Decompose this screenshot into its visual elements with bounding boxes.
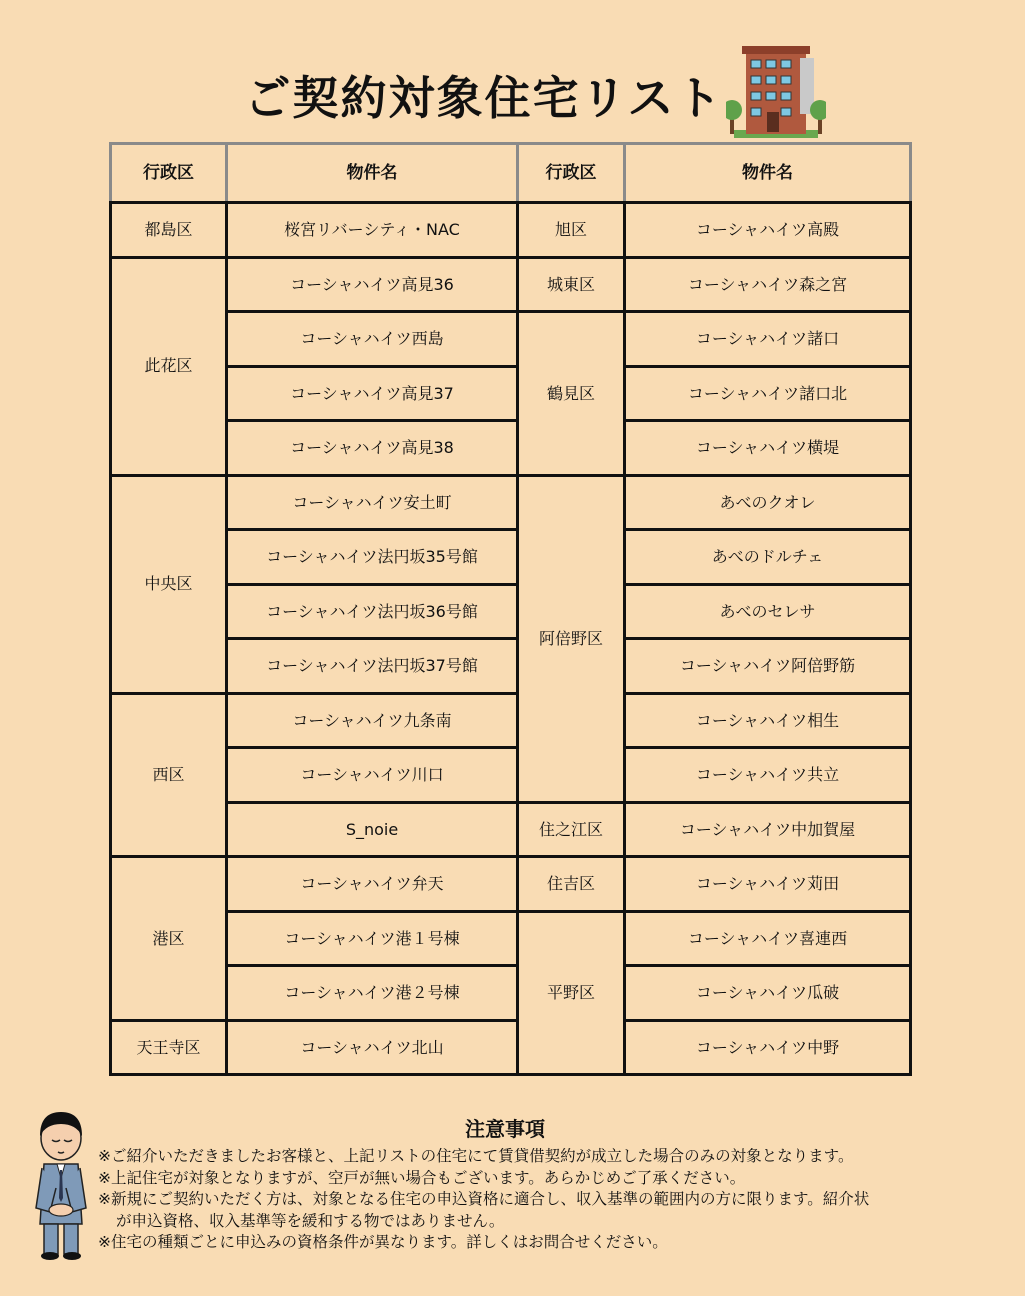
ward-cell: 天王寺区	[111, 1020, 227, 1075]
property-cell: コーシャハイツ北山	[227, 1020, 518, 1075]
ward-cell: 都島区	[111, 203, 227, 258]
property-cell: コーシャハイツ喜連西	[625, 911, 911, 966]
property-cell: コーシャハイツ阿倍野筋	[625, 639, 911, 694]
table-row	[111, 530, 911, 585]
table-row	[111, 584, 911, 639]
property-cell: コーシャハイツ横堤	[625, 421, 911, 476]
property-cell: コーシャハイツ九条南	[227, 693, 518, 748]
ward-cell: 港区	[111, 857, 227, 1021]
table-row	[111, 475, 911, 530]
table-row	[111, 693, 911, 748]
table-row	[111, 911, 911, 966]
ward-cell: 平野区	[518, 911, 625, 1075]
property-cell: S_noie	[227, 802, 518, 857]
property-cell: コーシャハイツ安土町	[227, 475, 518, 530]
property-cell: コーシャハイツ法円坂37号館	[227, 639, 518, 694]
ward-cell: 鶴見区	[518, 312, 625, 476]
property-cell: コーシャハイツ川口	[227, 748, 518, 803]
property-cell: コーシャハイツ西島	[227, 312, 518, 367]
property-cell: コーシャハイツ諸口	[625, 312, 911, 367]
property-cell: コーシャハイツ高見37	[227, 366, 518, 421]
table-row	[111, 366, 911, 421]
table-row	[111, 203, 911, 258]
ward-cell: 中央区	[111, 475, 227, 693]
property-cell: コーシャハイツ中加賀屋	[625, 802, 911, 857]
table-header-row	[111, 144, 911, 203]
note-line: が申込資格、収入基準等を緩和する物ではありません。	[116, 1211, 505, 1230]
header-ward: 行政区	[518, 144, 625, 203]
table-row	[111, 1020, 911, 1075]
property-cell: あべのドルチェ	[625, 530, 911, 585]
note-line: ※住宅の種類ごとに申込みの資格条件が異なります。詳しくはお問合せください。	[98, 1233, 668, 1251]
note-line: ※新規にご契約いただく方は、対象となる住宅の申込資格に適合し、収入基準の範囲内の方に限ります。紹介状	[98, 1190, 870, 1208]
property-cell: コーシャハイツ法円坂35号館	[227, 530, 518, 585]
property-cell: コーシャハイツ森之宮	[625, 257, 911, 312]
property-cell: コーシャハイツ港１号棟	[227, 911, 518, 966]
notes-list	[98, 1146, 998, 1254]
table-row	[111, 966, 911, 1021]
property-list-table	[109, 142, 912, 1076]
property-cell: コーシャハイツ共立	[625, 748, 911, 803]
ward-cell: 此花区	[111, 257, 227, 475]
table-row	[111, 312, 911, 367]
header-property: 物件名	[625, 144, 911, 203]
property-cell: コーシャハイツ相生	[625, 693, 911, 748]
property-cell: コーシャハイツ港２号棟	[227, 966, 518, 1021]
property-cell: コーシャハイツ瓜破	[625, 966, 911, 1021]
page-title: ご契約対象住宅リスト	[244, 71, 724, 125]
apartment-building-icon	[726, 44, 826, 140]
table-row	[111, 857, 911, 912]
property-cell: コーシャハイツ中野	[625, 1020, 911, 1075]
property-cell: コーシャハイツ高見36	[227, 257, 518, 312]
header-ward: 行政区	[111, 144, 227, 203]
property-cell: コーシャハイツ高殿	[625, 203, 911, 258]
property-cell: あべのクオレ	[625, 475, 911, 530]
notes-title: 注意事項	[465, 1117, 545, 1141]
property-cell: コーシャハイツ弁天	[227, 857, 518, 912]
ward-cell: 西区	[111, 693, 227, 857]
property-cell: コーシャハイツ法円坂36号館	[227, 584, 518, 639]
table-row	[111, 257, 911, 312]
table-row	[111, 639, 911, 694]
ward-cell: 住之江区	[518, 802, 625, 857]
table-row	[111, 421, 911, 476]
ward-cell: 城東区	[518, 257, 625, 312]
note-line: ※ご紹介いただきましたお客様と、上記リストの住宅にて賃貸借契約が成立した場合のみの対象となります。	[98, 1147, 854, 1165]
property-cell: 桜宮リバーシティ・NAC	[227, 203, 518, 258]
ward-cell: 住吉区	[518, 857, 625, 912]
property-cell: コーシャハイツ高見38	[227, 421, 518, 476]
table-row	[111, 748, 911, 803]
property-cell: あべのセレサ	[625, 584, 911, 639]
table-row	[111, 802, 911, 857]
ward-cell: 阿倍野区	[518, 475, 625, 802]
ward-cell: 旭区	[518, 203, 625, 258]
property-cell: コーシャハイツ苅田	[625, 857, 911, 912]
property-cell: コーシャハイツ諸口北	[625, 366, 911, 421]
note-line: ※上記住宅が対象となりますが、空戸が無い場合もございます。あらかじめご了承ください。	[98, 1168, 746, 1187]
header-property: 物件名	[227, 144, 518, 203]
